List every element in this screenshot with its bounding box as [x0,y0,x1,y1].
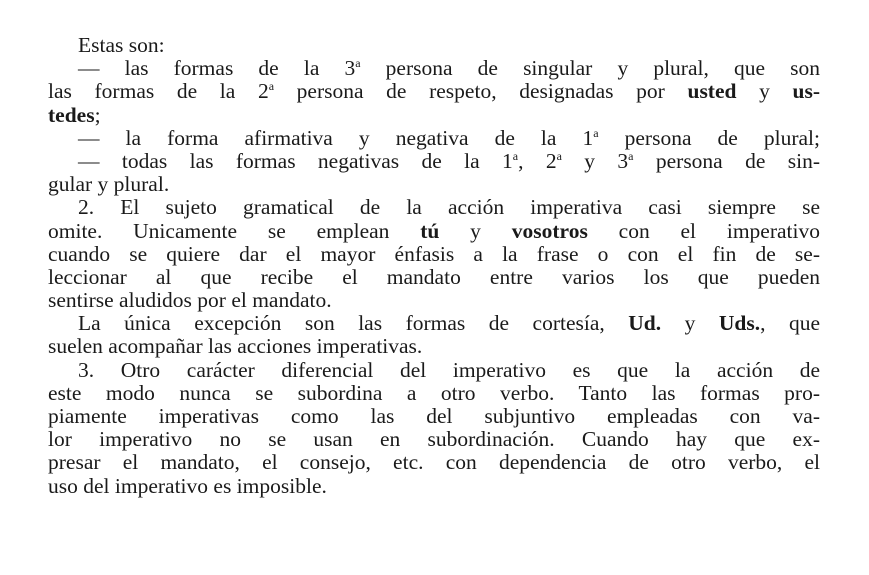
text-run: , 2 [518,148,557,173]
text-run: — la forma afirmativa y negativa de la 1 [78,125,594,150]
text-run: presar el mandato, el consejo, etc. con dependencia de otro verbo, el [48,450,820,475]
text-run: y [736,79,793,104]
text-run: 2. El sujeto gramatical de la acción imperativa casi siempre se [78,195,820,220]
bold-term: tú [420,218,440,243]
text-run: — las formas de la 3 [78,56,356,81]
bold-term: tedes [48,102,95,127]
text-line [48,266,820,289]
text-run: este modo nunca se subordina a otro verbo. Tanto las formas pro- [48,380,820,405]
text-line [48,475,820,498]
document-page [48,34,820,498]
text-run: — todas las formas negativas de la 1 [78,148,513,173]
text-run: cuando se quiere dar el mayor énfasis a la frase o con el fin de se- [48,241,820,266]
text-line [48,405,820,428]
text-line [48,196,820,219]
text-run: persona de singular y plural, que son [360,56,820,81]
text-run: sentirse aludidos por el mandato. [48,288,332,313]
bold-term: vosotros [511,218,588,243]
bold-term: Uds. [718,311,761,336]
text-line [48,428,820,451]
superscript: a [593,125,599,140]
text-run: , que [760,311,821,336]
text-line [48,150,820,173]
text-line [48,173,820,196]
text-line [48,220,820,243]
text-run: Estas son: [78,33,165,57]
bold-term: usted [687,79,737,104]
text-run: gular y plural. [48,172,170,197]
text-run: lor imperativo no se usan en subordinación. Cuando hay que ex- [48,427,820,452]
bold-term: Ud. [628,311,662,336]
text-line [48,382,820,405]
text-line [48,451,820,474]
text-line [48,34,820,57]
text-line [48,80,820,103]
text-run: con el imperativo [587,218,820,243]
superscript: a [512,148,519,163]
text-line [48,57,820,80]
superscript: a [628,148,634,163]
text-run: las formas de la 2 [48,79,269,104]
text-run: y [439,218,512,243]
text-run: 3. Otro carácter diferencial del imperativo es que la acción de [78,357,820,382]
superscript: a [268,79,275,94]
superscript: a [556,148,562,163]
text-run: piamente imperativas como las del subjuntivo empleadas con va- [48,404,820,428]
text-line [48,312,820,335]
text-run: suelen acompañar las acciones imperativas. [48,334,423,359]
text-line [48,335,820,358]
text-run: persona de plural; [598,125,821,150]
superscript: a [355,56,361,71]
text-line [48,104,820,127]
text-line [48,359,820,382]
text-run: persona de respeto, designadas por [274,79,688,104]
text-run: uso del imperativo es imposible. [48,473,327,498]
text-run: y 3 [561,148,629,173]
text-run: persona de sin- [633,148,821,173]
text-line [48,289,820,312]
text-run: y [661,311,719,336]
text-line [48,127,820,150]
text-run: leccionar al que recibe el mandato entre varios los que pueden [48,264,820,289]
text-run: La única excepción son las formas de cortesía, [78,311,629,336]
text-run: ; [94,102,101,127]
text-run: omite. Unicamente se emplean [48,218,421,243]
bold-term: us- [792,79,820,104]
text-line [48,243,820,266]
